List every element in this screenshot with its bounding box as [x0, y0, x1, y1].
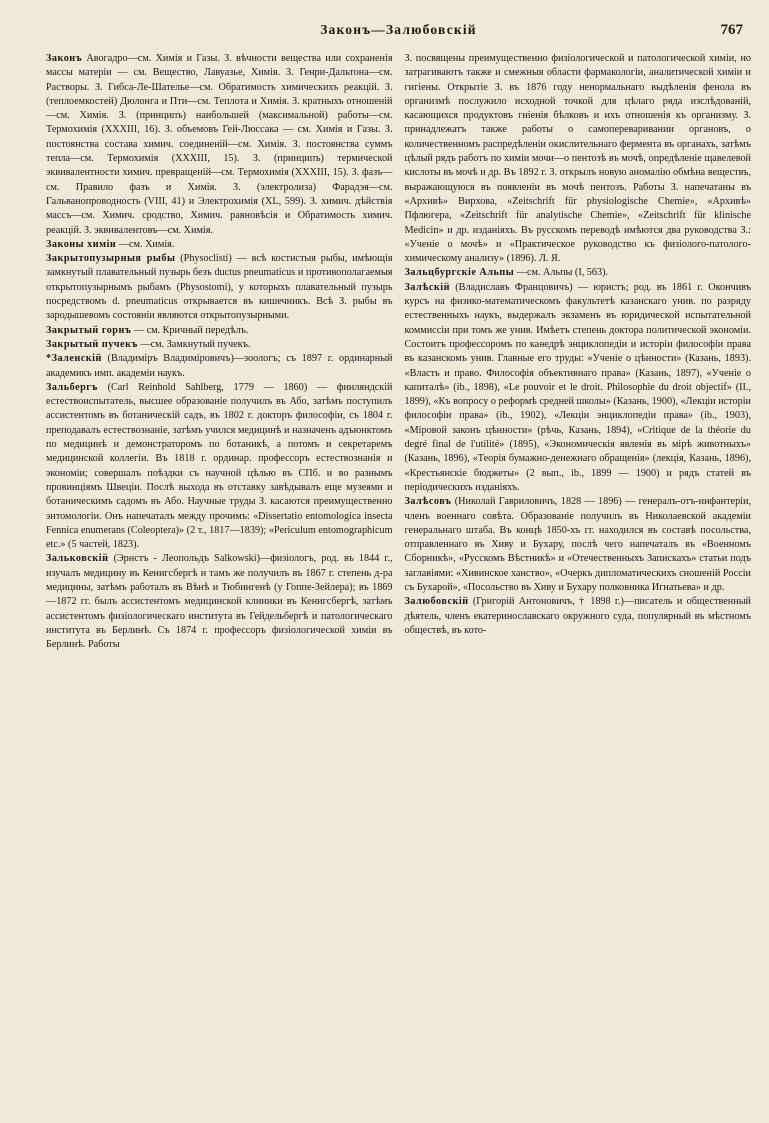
entry-headword: Законы химіи	[46, 238, 117, 250]
entry-text: (Николай Гавриловичъ, 1828 — 1896) — генералъ-отъ-инфантеріи, членъ военнаго совѣта. Образованіе получилъ въ Николаевской академіи генеральнаго штаба. Въ концѣ 1850-хъ гг. находился въ составѣ посольства, отправленнаго въ Хиву и Бухару, послѣ чего напечаталъ въ «Военномъ Сборникѣ», «Русскомъ Вѣстникѣ» и «Отечественныхъ Запискахъ» статьи подъ заглавіями: «Хивинское ханство», «Очеркъ дипломатическихъ сношеній Россіи съ Бухарой», «Посольство въ Хиву и Бухару полковника Игнатьева» и др.	[404, 496, 751, 593]
entry-text: (Владиславъ Францовичъ) — юристъ; род. въ 1861 г. Окончивъ курсъ на физико-математическомъ факультетѣ казанскаго унив. по разряду естественныхъ наукъ, выдержалъ экзаменъ въ юридической испытательной коммиссіи при томъ же унив. Имѣетъ степень доктора политической экономіи. Состоитъ профессоромъ по каѳедрѣ энциклопедіи и исторіи философіи права въ казанскомъ унив. Главные его труды: «Ученіе о цѣнности» (Казань, 1893). «Власть и право. Философія объективнаго права» (Казань, 1897), «Ученіе о капиталѣ» (ib., 1898), «Le pouvoir et le droit. Philosophie du droit objectif» (II., 1899), «Къ вопросу о реформѣ средней школы» (Казань, 1900), «Лекціи исторіи философіи права» (ib., 1902), «Лекціи энциклопедіи права» (ib., 1903), «Міровой законъ цѣнности» (рѣчь, Казань, 1894), «Critique de la théorie du degré final de l'utilité» (1895), «Экономическія явленія въ мірѣ животныхъ» (Казань, 1896), «Теорія бумажно-денежнаго обращенія» (лекція, Казань, 1896), «Крестьянскіе бюджеты» (2 вып., ib., 1899 — 1900) и рядъ статей въ періодическихъ изданіяхъ.	[404, 281, 751, 493]
article-entry	[46, 324, 393, 338]
article-entry	[405, 266, 752, 280]
entry-text: —см. Альпы (I, 563).	[516, 267, 609, 279]
article-entry	[46, 338, 393, 352]
article-entry	[46, 552, 393, 652]
article-entry	[405, 495, 752, 595]
entry-text: (Владиміръ Владиміровичъ)—зоологъ; съ 1897 г. ординарный академикъ имп. академіи наукъ.	[46, 353, 393, 379]
entry-headword: Законъ	[46, 53, 83, 64]
entry-headword: Зальцбургскіе Альпы	[404, 267, 515, 279]
entry-headword: *Заленскій	[46, 353, 102, 365]
running-header	[46, 22, 751, 52]
article-entry	[405, 281, 752, 495]
article-entry	[46, 352, 393, 381]
entry-headword: Закрытый пучекъ	[46, 338, 138, 350]
entry-headword: Зальковскій	[46, 553, 109, 565]
article-entry	[46, 238, 393, 252]
article-entry	[46, 52, 393, 238]
entry-text: —см. Замкнутый пучекъ.	[140, 338, 251, 350]
entry-headword: Залѣсовъ	[404, 496, 452, 508]
entry-text: З. посвящены преимущественно физіологической и патологической химіи, но затрагиваютъ также и смежныя области фармакологіи, аналитической химіи и гигіены. Открытіе З. въ 1876 году ненормальнаго выдѣленія фенола въ организмѣ послужило исходной точкой для цѣлаго ряда изслѣдованій, касающихся продуктовъ гніенія бѣлковъ и ихъ отношенія къ организму. З. принадлежатъ также работы о самопереваривании органовъ, о количественномъ распредѣленіи окислительнаго фермента въ органахъ, затѣмъ цѣлый рядъ работъ по химіи мочи—о пентозѣ въ мочѣ, опредѣленіе щавелевой кислоты въ мочѣ и др. Въ 1892 г. З. открылъ новую аномалію обмѣна веществъ, выражающуюся въ появленіи въ мочѣ пентозъ. Работы З. напечатаны въ «Архивѣ» Вирхова, «Zeitschrift für physiologische Chemie», «Архивѣ» Пфлюгера, «Zeitschrift für analytische Chemie», «Zeitschrift für klinische Medicin» и др. изданіяхъ. Въ русскомъ переводѣ имѣются два руководства З.: «Ученіе о мочѣ» и «Практическое руководство къ физіолого-патолого-химическому анализу» (1896). Л. Я.	[404, 53, 751, 265]
columns	[46, 52, 751, 652]
entry-text: — см. Кричный передѣлъ.	[133, 324, 249, 336]
entry-text: —см. Химія.	[118, 238, 175, 250]
entry-headword: Залѣскій	[404, 281, 450, 293]
header-title: Законъ—Залюбовскій	[320, 22, 477, 37]
left-column	[46, 52, 393, 652]
entry-text: (Григорій Антоновичъ, † 1898 г.)—писатель и общественный дѣятель, членъ екатеринославскаго окружного суда, популярный въ мѣстномъ обществѣ, въ кото-	[404, 596, 751, 636]
article-entry	[46, 381, 393, 553]
article-entry	[405, 52, 752, 266]
article-entry	[46, 252, 393, 323]
entry-text: (Physoclisti) — всѣ костистыя рыбы, имѣющія замкнутый плавательный пузырь безъ ductus pneumaticus и противополагаемыя открытопузырнымъ рыбамъ (Physostomi), у которыхъ плавательный пузырь посредствомъ d. pneumaticus открывается въ кишечникъ. Всѣ З. рыбы въ зародышевомъ состояніи являются открытопузырными.	[46, 253, 393, 322]
entry-text: Авогадро—см. Химія и Газы. З. вѣчности вещества или сохраненія массы матеріи — см. Вещество, Лавуазье, Химія. З. Генри-Дальтона—см. Растворы. З. Гибса-Ле-Шателье—см. Обратимость химическихъ реакцій. З. (теплоемкостей) Дюлонга и Пти—см. Теплота и Химія. З. кратныхъ отношеній—см. Химія. З. (принципъ) наибольшей (максимальной) работы—см. Термохимія (XXXIII, 16). З. объемовъ Гей-Люссака — см. Химія и Газы. З. постоянства состава химич. соединеній—см. Химія. З. постоянства суммъ тепла—см. Термохимія (XXXIII, 15). З. (принципъ) термической эквивалентности химич. превращеній—см. Термохимія (XXXIII, 15). З. фазъ—см. Правило фазъ и Химія. З. (электролиза) Фарадэя—см. Гальванопроводность (VIII, 41) и Электрохимія (XL, 599). З. химич. дѣйствія массъ—см. Химич. сродство, Химич. равновѣсія и Обратимость химич. реакцій. З. эквивалентовъ—см. Химія.	[46, 53, 393, 236]
entry-headword: Зальбергъ	[46, 381, 98, 393]
entry-text: (Carl Reinhold Sahlberg, 1779 — 1860) — финляндскій естествоиспытатель, высшее образованіе получилъ въ Або, затѣмъ поступилъ ассистентомъ въ ботаническій садъ, въ 1802 г. докторъ философіи, съ 1804 г. преподавалъ естествознаніе, затѣмъ учился медицинѣ и назначенъ адъюнктомъ по медицинѣ и демонстраторомъ по ботаникѣ, а потомъ и секретаремъ медицинской коллегіи. Въ 1818 г. ординар. профессоръ естествознанія и экономіи; совершалъ поѣздки съ научной цѣлью въ СПб. и во разнымъ провинціямъ Швеціи. Послѣ выхода въ отставку завѣдывалъ еще музеями и ботаническимъ садомъ въ Або. Научные труды З. касаются преимущественно энтомологіи. Онъ напечаталъ между прочимъ: «Dissertatio entomologica insecta Fennica enumerans (Coleoptera)» (2 т., 1817—1839); «Periculum entomographicum etc.» (5 частей, 1823).	[46, 381, 393, 551]
page-number: 767	[720, 22, 743, 38]
entry-headword: Закрытый горнъ	[46, 324, 132, 336]
entry-text: (Эрнстъ - Леопольдъ Salkowski)—физіологъ, род. въ 1844 г., изучалъ медицину въ Кенигсбергѣ и тамъ же получилъ въ 1867 г. степень д-ра медицины, затѣмъ работалъ въ Вѣнѣ и Тюбингенѣ (у Гоппе-Зейлера); въ 1869—1872 гг. былъ ассистентомъ медицинской клиники въ Кенигсбергѣ, затѣмъ ассистентомъ физіологическаго института въ Гейдельбергѣ и патологическаго института въ Берлинѣ. Съ 1874 г. профессоръ физіологической химіи въ Берлинѣ. Работы	[46, 553, 393, 651]
entry-headword: Залюбовскій	[404, 596, 469, 608]
entry-headword: Закрытопузырныя рыбы	[46, 253, 176, 265]
article-entry	[405, 595, 752, 638]
right-column	[405, 52, 752, 652]
